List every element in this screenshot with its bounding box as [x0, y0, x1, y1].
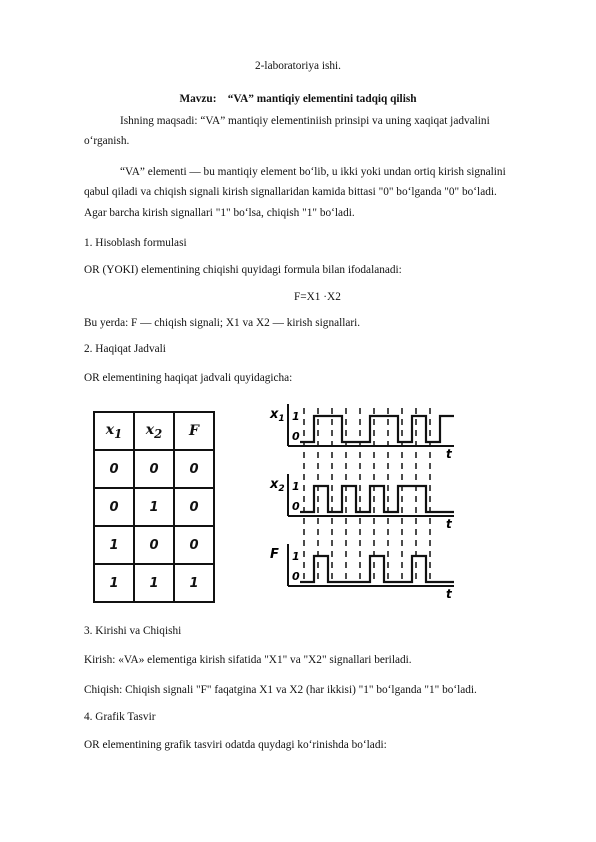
goal-line-2: o‘rganish. [84, 135, 130, 147]
time-label: t [446, 517, 452, 531]
table-cell: 1 [134, 488, 174, 526]
signal-low-label: 0 [292, 430, 300, 443]
table-cell: 0 [94, 488, 134, 526]
section1-heading: 1. Hisoblash formulasi [84, 237, 187, 249]
signal-waveform [300, 556, 454, 582]
signal-high-label: 1 [292, 480, 300, 493]
signal-low-label: 0 [292, 500, 300, 513]
formula: F=X1 ·X2 [294, 291, 341, 303]
table-cell: 1 [174, 564, 214, 602]
section4-heading: 4. Grafik Tasvir [84, 711, 156, 723]
signal-waveform [300, 416, 454, 442]
header-x1-subscript: 1 [114, 426, 123, 441]
table-row [94, 488, 214, 526]
truth-table [93, 411, 215, 603]
signal-low-label: 0 [292, 570, 300, 583]
table-cell: 0 [174, 526, 214, 564]
section1-where: Bu yerda: F — chiqish signali; X1 va X2 — kirish signallari. [84, 317, 361, 329]
time-label: t [446, 587, 452, 601]
table-row [94, 526, 214, 564]
table-cell: 1 [94, 564, 134, 602]
signal-high-label: 1 [292, 550, 300, 563]
desc-line-2: qabul qiladi va chiqish signali kirish signallaridan kamida bittasi "0" bo‘lganda "0" bo‘ladi. [84, 186, 497, 198]
section3-heading: 3. Kirishi va Chiqishi [84, 625, 182, 637]
desc-line-1: “VA” elementi — bu mantiqiy element bo‘lib, u ikki yoki undan ortiq kirish signalini [120, 166, 506, 178]
table-row [94, 450, 214, 488]
table-cell: 1 [134, 564, 174, 602]
truth-table-header-row [94, 412, 214, 450]
table-cell: 1 [94, 526, 134, 564]
desc-line-3: Agar barcha kirish signallari "1" bo‘lsa, chiqish "1" bo‘ladi. [84, 207, 355, 219]
signal-label: $x_1$ [270, 407, 285, 424]
section3-input: Kirish: «VA» elementiga kirish sifatida "X1" va "X2" signallari beriladi. [84, 654, 412, 666]
lab-title: 2-laboratoriya ishi. [255, 60, 341, 72]
timing-diagram [268, 402, 478, 610]
time-label: t [446, 447, 452, 461]
header-x2: $x_2$ [134, 412, 174, 450]
header-x1: $x_1$ [94, 412, 134, 450]
topic-label: Mavzu: [179, 93, 217, 105]
table-cell: 0 [174, 488, 214, 526]
section1-text: OR (YOKI) elementining chiqishi quyidagi formula bilan ifodalanadi: [84, 264, 402, 276]
signal-label: F [270, 547, 279, 562]
signal-label: $x_2$ [270, 477, 285, 494]
signal-waveform [300, 486, 454, 512]
section4-text: OR elementining grafik tasviri odatda quydagi ko‘rinishda bo‘ladi: [84, 739, 387, 751]
table-row [94, 564, 214, 602]
table-cell: 0 [134, 450, 174, 488]
section2-heading: 2. Haqiqat Jadvali [84, 343, 166, 355]
header-x2-subscript: 2 [154, 426, 163, 441]
table-cell: 0 [174, 450, 214, 488]
topic-title: “VA” mantiqiy elementini tadqiq qilish [227, 93, 417, 105]
table-cell: 0 [134, 526, 174, 564]
table-cell: 0 [94, 450, 134, 488]
goal-line-1: Ishning maqsadi: “VA” mantiqiy elementiniish prinsipi va uning xaqiqat jadvalini [120, 115, 490, 127]
topic-line [0, 92, 596, 106]
section3-output: Chiqish: Chiqish signali "F" faqatgina X1 va X2 (har ikkisi) "1" bo‘lganda "1" bo‘ladi. [84, 684, 477, 696]
signal-high-label: 1 [292, 410, 300, 423]
header-f: F [174, 412, 214, 450]
section2-text: OR elementining haqiqat jadvali quyidagicha: [84, 372, 293, 384]
